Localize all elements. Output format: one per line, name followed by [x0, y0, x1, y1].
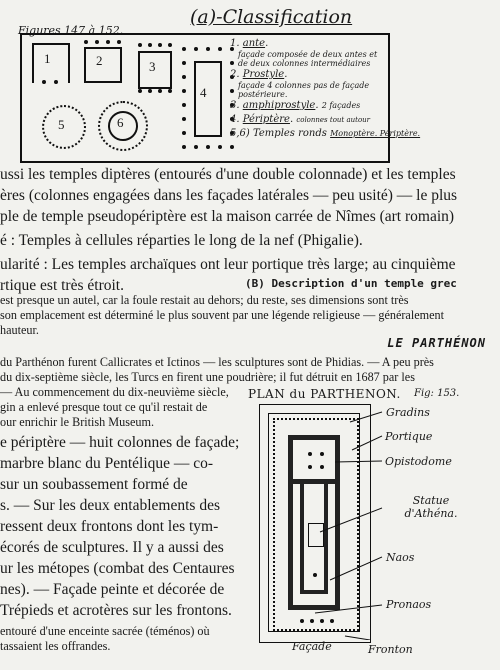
- plan-label-statue: Statue d'Athéna.: [404, 494, 458, 520]
- section-a-title: (a)-Classification: [190, 6, 353, 28]
- text-line: ur les métopes (combat des Centaures: [0, 560, 235, 577]
- text-line: du dix-septième siècle, les Turcs en firent une poudrière; il fut détruit en 1687 par les: [0, 370, 415, 384]
- plan-label-portique: Portique: [385, 430, 433, 443]
- text-line: rtique est très étroit.: [0, 277, 124, 294]
- diagram-number-4: 4: [200, 85, 207, 100]
- legend-item-5: 5,6) Temples ronds Monoptère. Périptère.: [230, 128, 421, 139]
- temple-plan-ante: [32, 43, 70, 83]
- text-line: écorés de sculptures. Il y a aussi des: [0, 539, 224, 556]
- text-line: marbre blanc du Pentélique — co-: [0, 455, 214, 472]
- paragraph-temple-description: [0, 293, 444, 338]
- plan-label-fronton: Fronton: [368, 643, 413, 656]
- text-line: son emplacement est déterminé le plus souvent par une légende religieuse — généralement: [0, 308, 445, 322]
- legend-item-1: 1. ante.: [230, 38, 269, 49]
- text-line: — Au commencement du dix-neuvième siècle,: [0, 385, 229, 399]
- classification-legend: [230, 38, 421, 140]
- legend-item-2: 2. Prostyle.: [230, 69, 288, 80]
- plan-leader-lines: [300, 400, 390, 640]
- text-line: ularité : Les temples archaïques ont leur portique très large; au cinquième: [0, 256, 456, 273]
- section-b-heading: (B) Description d'un temple grec: [245, 277, 457, 290]
- temple-plan-prostyle: [84, 47, 122, 83]
- diagram-number-6: 6: [117, 115, 124, 130]
- periptere-colonnade: [182, 47, 232, 147]
- text-line: ères (colonnes engagées dans les façades latérales — peu usité) — le plus: [0, 187, 458, 204]
- figure-reference: Figures 147 à 152.: [18, 24, 124, 37]
- text-line: ressent deux frontons dont les tym-: [0, 518, 219, 535]
- text-line: tassaient les offrandes.: [0, 639, 111, 653]
- parthenon-heading: LE PARTHÉNON: [387, 336, 486, 350]
- text-line: Trépieds et acrotères sur les frontons.: [0, 602, 232, 619]
- paragraph-temenos: [0, 624, 210, 654]
- text-line: est presque un autel, car la foule restait au dehors; du reste, ses dimensions sont très: [0, 293, 409, 307]
- text-line: entouré d'une enceinte sacrée (téménos) où: [0, 624, 210, 638]
- plan-label-gradins: Gradins: [386, 406, 430, 419]
- text-line: ple de temple pseudopériptère est la maison carrée de Nîmes (art romain): [0, 208, 455, 225]
- text-line: sur un soubassement formé de: [0, 476, 188, 493]
- classification-figure: [20, 33, 421, 163]
- diagram-number-5: 5: [58, 117, 65, 132]
- plan-label-pronaos: Pronaos: [386, 598, 432, 611]
- legend-desc-2: façade 4 colonnes pas de façade postérieure.: [238, 81, 370, 99]
- plan-figure-number: Fig: 153.: [414, 388, 460, 399]
- diagram-number-3: 3: [149, 59, 156, 74]
- text-line: nes). — Façade peinte et décorée de: [0, 581, 225, 598]
- text-line: ussi les temples diptères (entourés d'une double colonnade) et les temples: [0, 166, 456, 183]
- paragraph-parthenon-description: [0, 432, 239, 621]
- text-line: s. — Sur les deux entablements des: [0, 497, 220, 514]
- plan-label-naos: Naos: [386, 551, 415, 564]
- plan-title: PLAN du PARTHENON.: [248, 387, 401, 401]
- text-line: our enrichir le British Museum.: [0, 415, 155, 429]
- diagram-number-2: 2: [96, 53, 103, 68]
- diagram-number-1: 1: [44, 51, 51, 66]
- legend-desc-1: façade composée de deux antes et de deux colonnes intermédiaires: [238, 50, 378, 68]
- text-line: gin a enlevé presque tout ce qu'il restait de: [0, 400, 208, 414]
- plan-label-facade: Façade: [292, 640, 332, 653]
- text-line: hauteur.: [0, 323, 39, 337]
- plan-label-opistodome: Opistodome: [385, 455, 452, 468]
- legend-item-3: 3. amphiprostyle. 2 façades: [230, 100, 361, 111]
- text-line: du Parthénon furent Callicrates et Ictinos — les sculptures sont de Phidias. — A peu près: [0, 355, 434, 369]
- text-line: é : Temples à cellules réparties le long de la nef (Phigalie).: [0, 232, 363, 249]
- legend-item-4: 4. Périptère. colonnes tout autour: [230, 114, 371, 125]
- text-line: e périptère — huit colonnes de façade;: [0, 434, 240, 451]
